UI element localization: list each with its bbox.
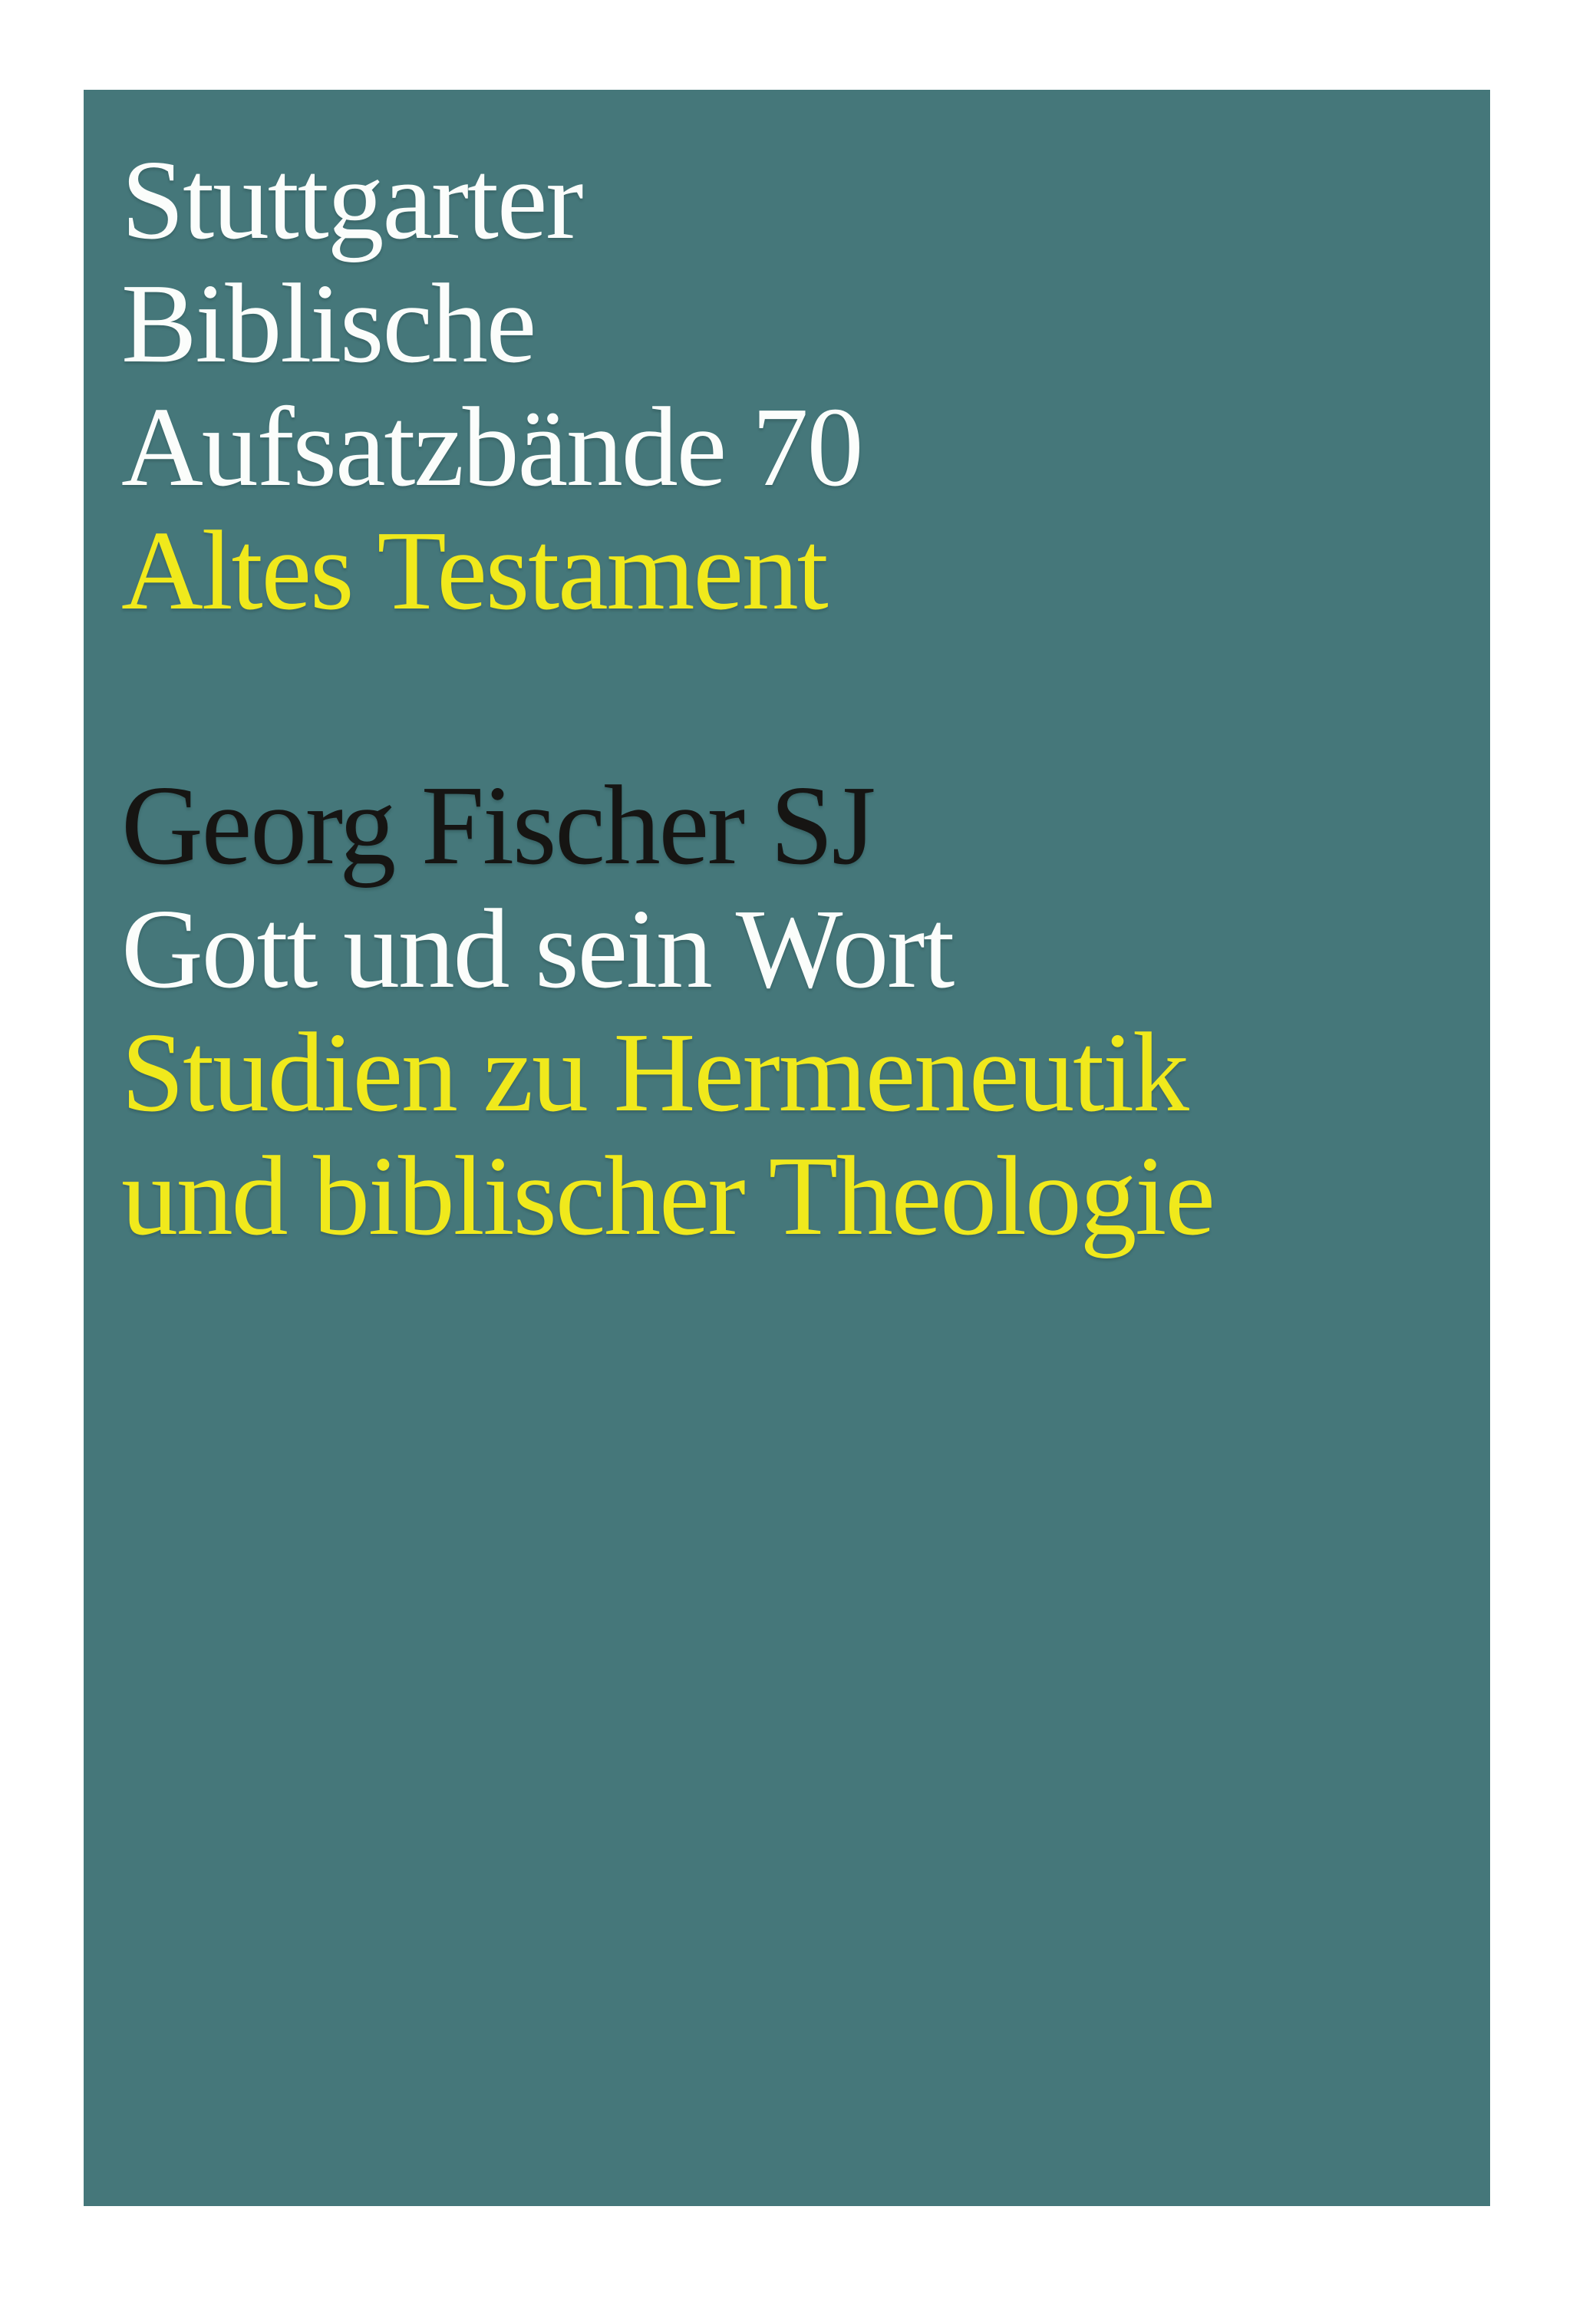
book-title-line: Gott und sein Wort [121, 886, 954, 1012]
title-block [121, 764, 1214, 1258]
subtitle-line-2: und biblischer Theologie [121, 1133, 1214, 1259]
series-line-3-volume-number: Aufsatzbände 70 [121, 384, 862, 510]
series-block [121, 139, 862, 633]
series-line-2: Biblische [121, 261, 536, 387]
subtitle-line-1: Studien zu Hermeneutik [121, 1010, 1188, 1136]
series-line-1: Stuttgarter [121, 137, 582, 263]
series-subject-line: Altes Testament [121, 508, 827, 634]
author-line: Georg Fischer SJ [121, 763, 875, 889]
book-cover [84, 90, 1490, 2206]
